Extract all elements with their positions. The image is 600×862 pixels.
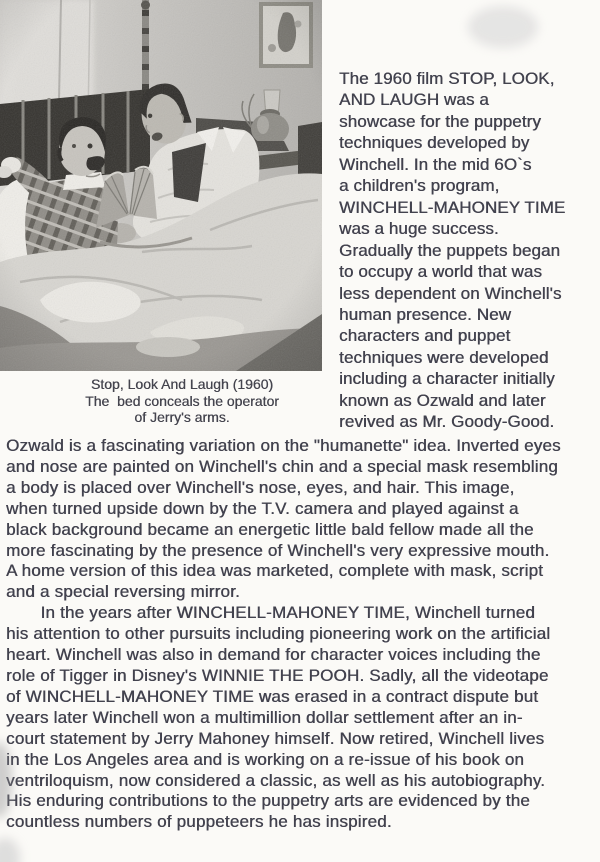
text-line: and nose are painted on Winchell's chin and a special mask resembling (6, 456, 558, 476)
film-still-photo (0, 0, 322, 371)
text-line: was a huge success. (339, 219, 499, 239)
scan-smudge-bottom-left (0, 838, 20, 862)
text-line: techniques were developed (339, 347, 549, 367)
text-line: human presence. New (339, 304, 511, 324)
text-line: In the years after WINCHELL-MAHONEY TIME, Winchell turned (6, 603, 535, 623)
text-line: his attention to other pursuits including pioneering work on the artificial (6, 624, 551, 644)
paragraph-ozwald (6, 436, 600, 603)
text-line: AND LAUGH was a (339, 90, 489, 110)
text-line: less dependent on Winchell's (339, 283, 562, 303)
text-line: including a character initially (339, 369, 555, 389)
text-line: of Jerry's arms. (134, 409, 230, 426)
text-line: of WINCHELL-MAHONEY TIME was erased in a contract dispute but (6, 686, 539, 706)
text-line: His enduring contributions to the puppetry arts are evidenced by the (6, 791, 530, 811)
text-line: and a special reversing mirror. (6, 582, 240, 602)
paragraph-later-years (6, 603, 600, 833)
text-line: when turned upside down by the T.V. camera and played against a (6, 498, 519, 518)
text-line: The 1960 film STOP, LOOK, (339, 69, 555, 88)
text-line: role of Tigger in Disney's WINNIE THE POOH. Sadly, all the videotape (6, 665, 549, 685)
film-still-illustration (0, 0, 322, 371)
text-line: WINCHELL-MAHONEY TIME (339, 197, 566, 217)
text-line: The bed conceals the operator (85, 392, 279, 409)
text-line: Gradually the puppets began (339, 240, 561, 260)
text-line: in the Los Angeles area and is working on a re-issue of his book on (6, 749, 525, 769)
scan-smudge-top-right (468, 6, 538, 48)
text-line: A home version of this idea was marketed, complete with mask, script (6, 561, 544, 581)
text-line: more fascinating by the presence of Winchell's very expressive mouth. (6, 540, 550, 560)
photo-caption (28, 376, 336, 426)
text-line: a children's program, (339, 176, 500, 196)
text-line: Ozwald is a fascinating variation on the "humanette" idea. Inverted eyes (6, 436, 561, 455)
article-body (6, 436, 600, 833)
text-line: black background became an energetic little bald fellow made all the (6, 519, 534, 539)
text-line: heart. Winchell was also in demand for character voices including the (6, 645, 541, 665)
intro-text-column (339, 68, 599, 433)
text-line: ventriloquism, now considered a classic, as well as his autobiography. (6, 770, 546, 790)
text-line: techniques developed by (339, 133, 530, 153)
text-line: countless numbers of puppeteers he has inspired. (6, 812, 392, 832)
photo-grain (0, 0, 322, 371)
text-line: to occupy a world that was (339, 262, 542, 282)
text-line: Winchell. In the mid 6O`s (339, 154, 532, 174)
text-line: years later Winchell won a multimillion dollar settlement after an in- (6, 707, 523, 727)
text-line: known as Ozwald and later (339, 390, 546, 410)
text-line: a body is placed over Winchell's nose, eyes, and hair. This image, (6, 477, 515, 497)
text-line: court statement by Jerry Mahoney himself. Now retired, Winchell lives (6, 728, 545, 748)
text-line: revived as Mr. Goody-Good. (339, 412, 555, 432)
text-line: Stop, Look And Laugh (1960) (90, 376, 274, 392)
text-line: characters and puppet (339, 326, 511, 346)
text-line: showcase for the puppetry (339, 111, 541, 131)
